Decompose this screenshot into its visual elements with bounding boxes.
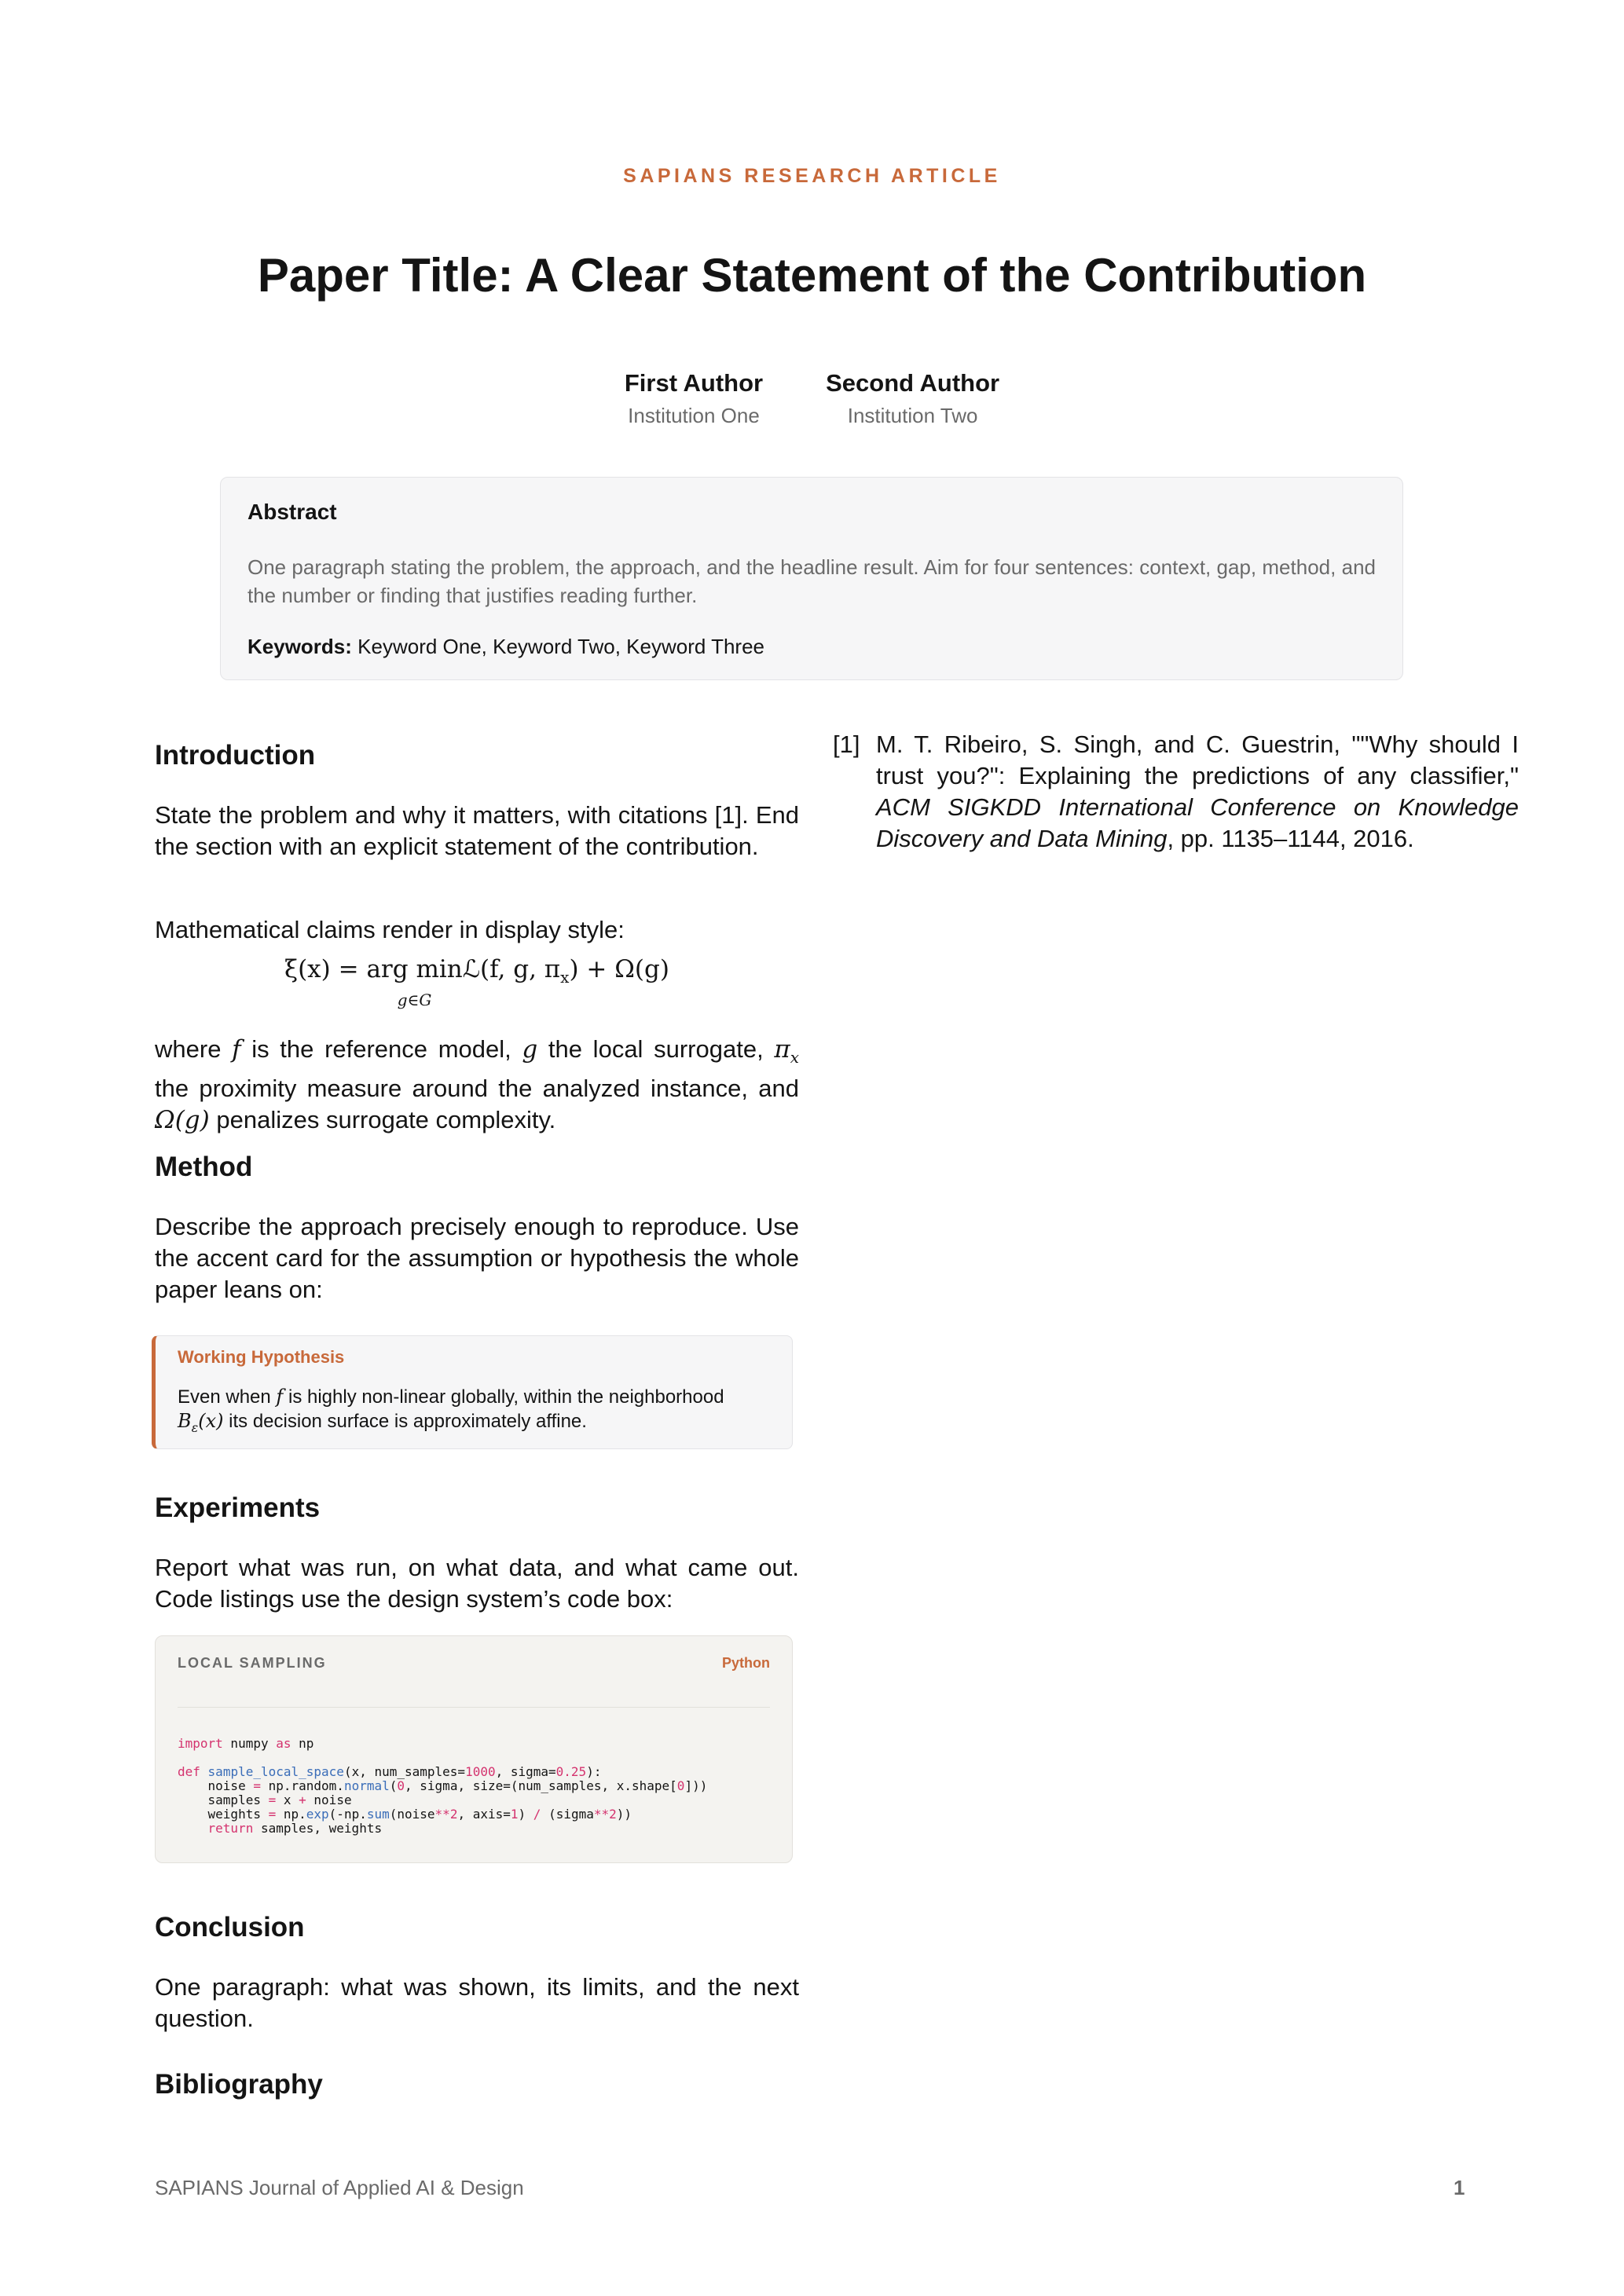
math-pi: π [774,1035,790,1064]
code-body: import numpy as np def sample_local_space(x, num_samples=1000, sigma=0.25): noise = np.random.normal(0, sigma, size=(num_samples, x.shape[0])) samples = x + noise weights = np.exp(-np.sum(noise**2, axis=1) / (sigma**2)) return samples, weights [178,1736,708,1836]
code-label: LOCAL SAMPLING [178,1655,327,1671]
paper-title: Paper Title: A Clear Statement of the Contribution [257,249,1367,302]
page-number: 1 [1454,2176,1465,2199]
eq-argmin [366,955,462,1012]
keywords-label: Keywords: [247,635,352,658]
code-divider [178,1707,770,1708]
math-B: B [178,1410,192,1432]
journal-kicker: SAPIANS RESEARCH ARTICLE [623,165,1001,187]
abstract-box [220,477,1403,680]
author-institution: Institution One [628,404,760,427]
text-run: where [155,1035,233,1063]
experiments-paragraph-1: Report what was run, on what data, and what came out. Code listings use the design system’s code box: [155,1554,799,1613]
section-heading-conclusion: Conclusion [155,1912,305,1943]
abstract-heading: Abstract [247,500,337,524]
author-first [625,369,763,428]
abstract-text: One paragraph stating the problem, the approach, and the headline result. Aim for four sentences: context, gap, method, and the number or finding that justifies reading further. [247,555,1376,607]
math-pi-sub: x [790,1048,799,1067]
code-listing [155,1635,793,1863]
author-name: Second Author [826,369,1000,397]
code-language: Python [722,1655,770,1671]
eq-lhs: ξ(x) = [284,955,367,983]
abstract-keywords [247,635,764,659]
math-f: f [276,1386,284,1408]
eq-operator: arg min [366,955,463,983]
footer-journal: SAPIANS Journal of Applied AI & Design [155,2176,524,2199]
intro-paragraph-3 [155,1034,799,1136]
text-run: , pp. 1135–1144, 2016. [1167,825,1414,852]
text-run: the proximity measure around the analyzed instance, and [155,1075,799,1103]
conclusion-paragraph-1: One paragraph: what was shown, its limits, and the next question. [155,1973,799,2032]
section-heading-introduction: Introduction [155,740,316,771]
author-institution: Institution Two [847,404,978,427]
text-run: is highly non-linear globally, within the neighborhood [283,1386,724,1408]
display-equation [155,955,799,1012]
hypothesis-title: Working Hypothesis [178,1347,345,1367]
text-run: the local surrogate, [537,1035,775,1063]
math-omega: Ω(g) [155,1106,210,1135]
eq-operator-sub: g∈G [397,991,432,1009]
math-f: f [232,1035,241,1064]
text-run: its decision surface is approximately affine. [223,1411,587,1432]
author-name: First Author [624,369,764,397]
eq-rhs-sub: x [560,968,570,987]
method-paragraph-1: Describe the approach precisely enough to reproduce. Use the accent card for the assumption or hypothesis the whole paper leans on: [155,1213,799,1303]
intro-paragraph-1: State the problem and why it matters, with citations [1]. End the section with an explicit statement of the contribution. [155,801,799,860]
reference-number: [1] [833,731,860,758]
text-run: penalizes surrogate complexity. [209,1106,556,1134]
math-g: g [522,1035,538,1064]
hypothesis-card [152,1335,793,1449]
eq-rhs-end: ) + Ω(g) [569,955,669,983]
hypothesis-text [178,1385,773,1440]
author-second [826,369,999,428]
section-heading-experiments: Experiments [155,1492,321,1523]
section-heading-bibliography: Bibliography [155,2069,323,2100]
eq-rhs: ℒ(f, g, π [462,955,561,983]
author-list [0,369,1624,428]
keywords-value: Keyword One, Keyword Two, Keyword Three [357,635,764,658]
intro-paragraph-2: Mathematical claims render in display style: [155,916,625,943]
math-B-sub: ε [191,1419,199,1435]
math-Bx: (x) [198,1410,224,1432]
text-run: Even when [178,1386,277,1408]
section-heading-method: Method [155,1152,253,1182]
reference-text [876,729,1519,855]
reference-venue: ACM SIGKDD International Conference on Knowledge Discovery and Data Mining [876,793,1519,852]
text-run: is the reference model, [240,1035,522,1063]
text-run: M. T. Ribeiro, S. Singh, and C. Guestrin, ""Why should I trust you?": Explaining the predictions of any classifier," [876,731,1519,789]
